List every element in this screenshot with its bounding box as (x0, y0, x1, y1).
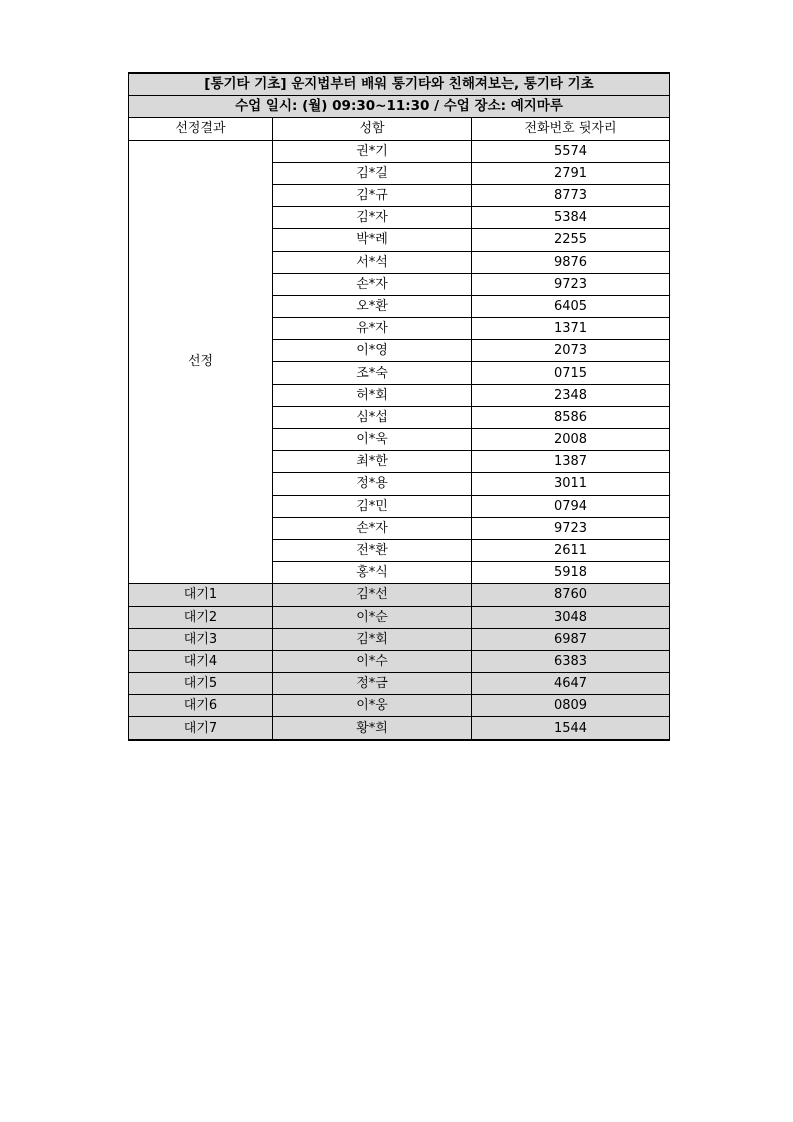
table-title: [통기타 기초] 운지법부터 배워 통기타와 친해져보는, 통기타 기초 (129, 73, 670, 96)
phone-cell: 2791 (472, 162, 670, 184)
name-cell: 전*환 (273, 539, 472, 561)
waitlist-label-cell: 대기3 (129, 628, 273, 650)
phone-cell: 5918 (472, 562, 670, 584)
name-cell: 최*한 (273, 451, 472, 473)
name-cell: 이*순 (273, 606, 472, 628)
table-body (129, 73, 670, 740)
name-cell: 정*용 (273, 473, 472, 495)
waitlist-row (129, 650, 670, 672)
phone-cell: 8586 (472, 406, 670, 428)
phone-cell: 6405 (472, 295, 670, 317)
name-cell: 김*회 (273, 628, 472, 650)
title-row (129, 73, 670, 96)
phone-cell: 1387 (472, 451, 670, 473)
name-cell: 이*영 (273, 340, 472, 362)
waitlist-row (129, 717, 670, 740)
subtitle-row (129, 96, 670, 118)
waitlist-label-cell: 대기4 (129, 650, 273, 672)
phone-cell: 6987 (472, 628, 670, 650)
selected-status-cell: 선정 (129, 140, 273, 584)
phone-cell: 0809 (472, 695, 670, 717)
name-cell: 이*웅 (273, 695, 472, 717)
waitlist-row (129, 628, 670, 650)
phone-cell: 2348 (472, 384, 670, 406)
phone-cell: 3011 (472, 473, 670, 495)
name-cell: 김*선 (273, 584, 472, 606)
waitlist-row (129, 695, 670, 717)
name-cell: 오*환 (273, 295, 472, 317)
name-cell: 조*숙 (273, 362, 472, 384)
class-info: 수업 일시: (월) 09:30~11:30 / 수업 장소: 예지마루 (129, 96, 670, 118)
name-cell: 이*욱 (273, 429, 472, 451)
phone-cell: 0715 (472, 362, 670, 384)
phone-cell: 1371 (472, 318, 670, 340)
phone-cell: 6383 (472, 650, 670, 672)
phone-cell: 1544 (472, 717, 670, 740)
name-cell: 김*민 (273, 495, 472, 517)
selection-result-table (128, 72, 670, 741)
waitlist-row (129, 584, 670, 606)
table-row (129, 140, 670, 162)
phone-cell: 0794 (472, 495, 670, 517)
phone-cell: 8760 (472, 584, 670, 606)
column-header-row (129, 118, 670, 140)
name-cell: 김*규 (273, 184, 472, 206)
header-name: 성함 (273, 118, 472, 140)
waitlist-row (129, 673, 670, 695)
phone-cell: 9723 (472, 517, 670, 539)
name-cell: 박*례 (273, 229, 472, 251)
phone-cell: 9723 (472, 273, 670, 295)
name-cell: 이*수 (273, 650, 472, 672)
waitlist-label-cell: 대기7 (129, 717, 273, 740)
header-result: 선정결과 (129, 118, 273, 140)
phone-cell: 2255 (472, 229, 670, 251)
name-cell: 손*자 (273, 273, 472, 295)
waitlist-label-cell: 대기5 (129, 673, 273, 695)
phone-cell: 5384 (472, 207, 670, 229)
name-cell: 손*자 (273, 517, 472, 539)
phone-cell: 9876 (472, 251, 670, 273)
phone-cell: 4647 (472, 673, 670, 695)
waitlist-label-cell: 대기1 (129, 584, 273, 606)
phone-cell: 5574 (472, 140, 670, 162)
name-cell: 권*기 (273, 140, 472, 162)
name-cell: 유*자 (273, 318, 472, 340)
name-cell: 김*길 (273, 162, 472, 184)
phone-cell: 2611 (472, 539, 670, 561)
name-cell: 심*섭 (273, 406, 472, 428)
phone-cell: 8773 (472, 184, 670, 206)
name-cell: 홍*식 (273, 562, 472, 584)
name-cell: 서*석 (273, 251, 472, 273)
phone-cell: 2073 (472, 340, 670, 362)
phone-cell: 2008 (472, 429, 670, 451)
name-cell: 황*희 (273, 717, 472, 740)
header-phone: 전화번호 뒷자리 (472, 118, 670, 140)
name-cell: 정*금 (273, 673, 472, 695)
phone-cell: 3048 (472, 606, 670, 628)
waitlist-row (129, 606, 670, 628)
waitlist-label-cell: 대기2 (129, 606, 273, 628)
name-cell: 허*회 (273, 384, 472, 406)
name-cell: 김*자 (273, 207, 472, 229)
waitlist-label-cell: 대기6 (129, 695, 273, 717)
